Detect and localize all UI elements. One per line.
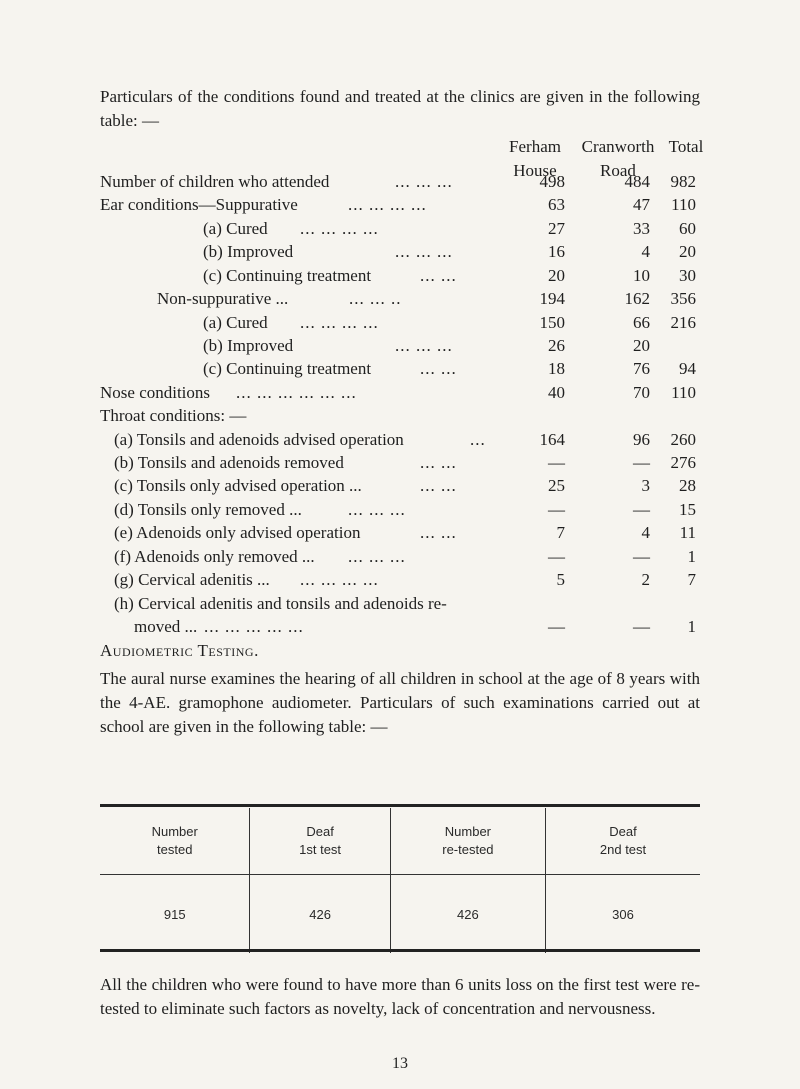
header-line2: 2nd test [599, 842, 647, 857]
cranworth-value: — [633, 500, 650, 519]
row-leader-dots: ... ... [420, 476, 457, 495]
ferham-value: 164 [539, 430, 565, 449]
cranworth-value: — [633, 547, 650, 566]
cranworth-value: 33 [633, 219, 650, 238]
row-leader-dots: ... ... ... ... [300, 313, 379, 332]
ferham-value: 20 [548, 266, 565, 285]
row-label: (h) Cervical adenitis and tonsils and adenoids re- [114, 594, 447, 613]
cranworth-value: 484 [624, 172, 650, 191]
row-label: (c) Continuing treatment [203, 266, 372, 285]
ferham-value: 194 [539, 289, 565, 308]
row-label: (a) Tonsils and adenoids advised operation [114, 430, 404, 449]
cranworth-value: 4 [641, 242, 650, 261]
table-row [0, 476, 800, 502]
total-value: 1 [687, 617, 696, 636]
header-line1: Number [151, 824, 198, 839]
row-leader-dots: ... ... ... [348, 500, 406, 519]
total-value: 11 [679, 523, 696, 542]
row-label: (f) Adenoids only removed ... [114, 547, 315, 566]
row-label: Nose conditions [100, 383, 211, 402]
row-label: Throat conditions: — [100, 406, 247, 425]
row-label: (a) Cured [203, 219, 268, 238]
cranworth-value: 162 [624, 289, 650, 308]
total-value: 356 [670, 289, 696, 308]
row-leader-dots: ... ... [420, 523, 457, 542]
audiometric-value-cell: 426 [390, 875, 545, 954]
row-leader-dots: ... ... [420, 453, 457, 472]
row-label: (c) Tonsils only advised operation ... [114, 476, 362, 495]
cranworth-value: 10 [633, 266, 650, 285]
cranworth-value: 70 [633, 383, 650, 402]
cranworth-value: 20 [633, 336, 650, 355]
ferham-value: 63 [548, 195, 565, 214]
cranworth-value: 2 [641, 570, 650, 589]
row-leader-dots: ... [470, 430, 486, 449]
row-leader-dots: ... ... ... ... [348, 195, 427, 214]
row-leader-dots: ... ... ... ... ... ... [236, 383, 357, 402]
table-row [0, 570, 800, 596]
col-header-total [656, 135, 716, 159]
audiometric-header-cell [250, 808, 390, 875]
total-value: 15 [679, 500, 696, 519]
row-label: moved ... [134, 617, 198, 636]
ferham-value: 7 [556, 523, 565, 542]
audiometric-paragraph: The aural nurse examines the hearing of all children in school at the age of 8 years with the 4-AE. gramophone audiometer. Particulars of such examinations carried out at school are given in the following table: — [100, 669, 700, 736]
table-top-rule [100, 804, 700, 807]
audiometric-value-cell: 426 [250, 875, 390, 954]
cranworth-value: 76 [633, 359, 650, 378]
row-label: Non-suppurative ... [157, 289, 289, 308]
row-leader-dots: ... ... ... [395, 336, 453, 355]
row-label: Number of children who attended [100, 172, 330, 191]
row-leader-dots: ... ... ... [348, 547, 406, 566]
header-line2: 1st test [299, 842, 342, 857]
row-label: (b) Improved [203, 336, 294, 355]
table-row [0, 617, 800, 643]
ferham-value: 5 [556, 570, 565, 589]
row-leader-dots: ... ... ... [395, 242, 453, 261]
ferham-value: — [548, 617, 565, 636]
row-label: (d) Tonsils only removed ... [114, 500, 302, 519]
page-number: 13 [392, 1055, 408, 1072]
row-label: (b) Improved [203, 242, 294, 261]
cranworth-value: — [633, 453, 650, 472]
col-header-ferham-line1: Ferham [509, 137, 561, 156]
header-line2: tested [157, 842, 193, 857]
total-value: 7 [687, 570, 696, 589]
total-value: 110 [671, 195, 696, 214]
table-row [0, 289, 800, 315]
ferham-value: 27 [548, 219, 565, 238]
total-value: 28 [679, 476, 696, 495]
row-label: Ear conditions—Suppurative [100, 195, 298, 214]
ferham-value: 150 [539, 313, 565, 332]
table-row [0, 242, 800, 268]
col-header-cranworth-line1: Cranworth [581, 137, 655, 156]
audiometric-value-row [100, 875, 700, 954]
total-value: 982 [670, 172, 696, 191]
header-line1: Deaf [609, 824, 637, 839]
cranworth-value: — [633, 617, 650, 636]
table-row [0, 523, 800, 549]
total-value: 1 [687, 547, 696, 566]
ferham-value: 18 [548, 359, 565, 378]
cranworth-value: 47 [633, 195, 650, 214]
header-line1: Number [444, 824, 492, 839]
header-line1: Deaf [306, 824, 334, 839]
row-leader-dots: ... ... [420, 266, 457, 285]
row-leader-dots: ... ... ... [395, 172, 453, 191]
ferham-value: — [548, 547, 565, 566]
row-leader-dots: ... ... .. [349, 289, 402, 308]
row-leader-dots: ... ... ... ... ... [204, 617, 304, 636]
row-leader-dots: ... ... ... ... [300, 219, 379, 238]
cranworth-value: 96 [633, 430, 650, 449]
audiometric-header-cell [546, 808, 700, 875]
cranworth-value: 4 [641, 523, 650, 542]
row-label: (c) Continuing treatment [203, 359, 372, 378]
ferham-value: 498 [539, 172, 565, 191]
total-value: 260 [670, 430, 696, 449]
total-value: 60 [679, 219, 696, 238]
ferham-value: — [548, 500, 565, 519]
audiometric-value-cell: 306 [546, 875, 700, 954]
row-label: (g) Cervical adenitis ... [114, 570, 270, 589]
col-header-ferham-line2: House [513, 161, 557, 180]
audiometric-header-cell [390, 808, 545, 875]
row-leader-dots: ... ... ... ... [300, 570, 379, 589]
row-label: (a) Cured [203, 313, 268, 332]
col-header-cranworth-line2: Road [600, 161, 636, 180]
total-value: 110 [671, 383, 696, 402]
audiometric-value-cell: 915 [100, 875, 250, 954]
row-label: (b) Tonsils and adenoids removed [114, 453, 344, 472]
total-value: 216 [670, 313, 696, 332]
row-leader-dots: ... ... [420, 359, 457, 378]
total-value: 30 [679, 266, 696, 285]
ferham-value: 26 [548, 336, 565, 355]
table-row [0, 359, 800, 385]
ferham-value: 25 [548, 476, 565, 495]
total-value: 20 [679, 242, 696, 261]
audiometric-heading: Audiometric Testing. [100, 641, 259, 660]
table-row [0, 406, 800, 432]
intro-paragraph: Particulars of the conditions found and treated at the clinics are given in the following table: — [100, 87, 700, 130]
cranworth-value: 66 [633, 313, 650, 332]
closing-paragraph: All the children who were found to have more than 6 units loss on the first test were re-tested to eliminate such factors as novelty, lack of concentration and nervousness. [100, 975, 700, 1018]
audiometric-header-cell [100, 808, 250, 875]
total-value: 94 [679, 359, 696, 378]
total-value: 276 [670, 453, 696, 472]
col-header-total-line2: Total [668, 137, 704, 156]
header-line2: re-tested [442, 842, 494, 857]
ferham-value: 16 [548, 242, 565, 261]
ferham-value: — [548, 453, 565, 472]
table-row [0, 195, 800, 221]
cranworth-value: 3 [641, 476, 650, 495]
ferham-value: 40 [548, 383, 565, 402]
table-bottom-rule [100, 949, 700, 952]
audiometric-table [100, 808, 700, 953]
row-label: (e) Adenoids only advised operation [114, 523, 361, 542]
audiometric-header-row [100, 808, 700, 875]
